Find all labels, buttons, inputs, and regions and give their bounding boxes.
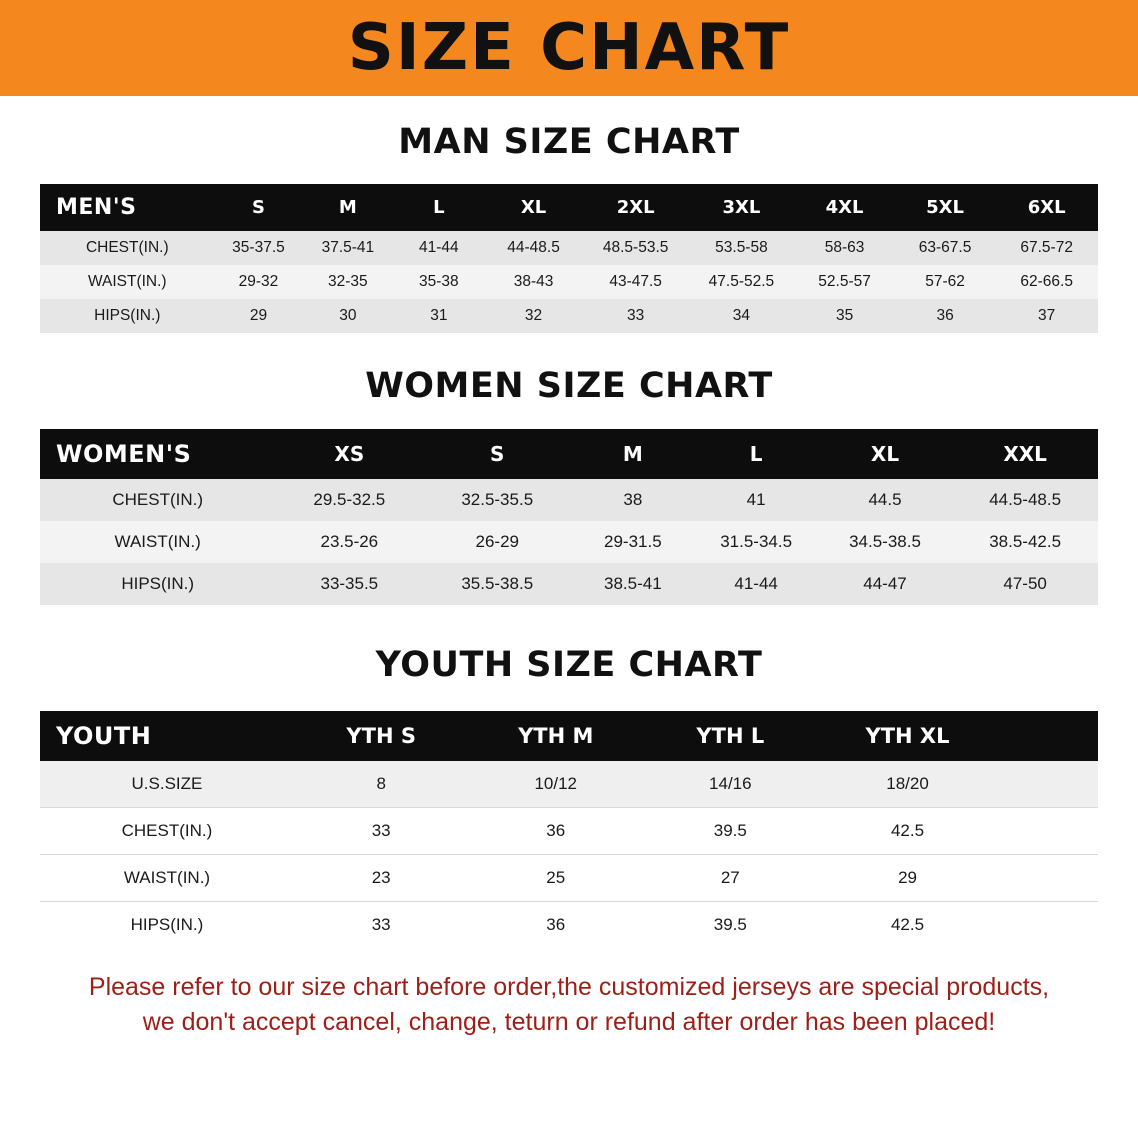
table-row <box>40 299 1098 333</box>
table-cell: 37.5-41 <box>321 239 375 256</box>
row-label: CHEST(IN.) <box>85 239 169 256</box>
table-cell: 38.5-42.5 <box>989 532 1062 551</box>
page-title: SIZE CHART <box>347 11 791 85</box>
table-cell: 33 <box>294 808 469 855</box>
table-cell: 35.5-38.5 <box>461 574 534 593</box>
row-label: WAIST(IN.) <box>87 273 167 290</box>
table-cell: 52.5-57 <box>818 273 871 290</box>
table-cell: 44.5-48.5 <box>989 490 1062 509</box>
disclaimer-line-1: Please refer to our size chart before order,the customized jerseys are special products, <box>88 973 1050 1001</box>
column-header: 6XL <box>995 184 1098 231</box>
column-header: XL <box>818 429 952 479</box>
table-cell: 43-47.5 <box>609 273 662 290</box>
column-header: XXL <box>952 429 1098 479</box>
table-cell-spacer <box>997 855 1098 902</box>
table-cell: 41 <box>746 490 766 509</box>
column-header: M <box>571 429 694 479</box>
youth-size-table <box>40 711 1098 948</box>
table-cell: 42.5 <box>890 915 925 934</box>
table-cell: 35-37.5 <box>232 239 285 256</box>
table-cell: 29.5-32.5 <box>313 490 386 509</box>
table-cell: 26-29 <box>475 532 519 551</box>
table-cell: 39.5 <box>713 915 747 934</box>
table-cell: 48.5-53.5 <box>602 239 669 256</box>
table-cell: 14/16 <box>643 761 818 808</box>
table-cell: 38-43 <box>513 273 554 290</box>
table-cell: 23 <box>294 855 469 902</box>
table-cell: 32-35 <box>328 273 368 290</box>
column-header: 3XL <box>689 184 795 231</box>
table-cell: 41-44 <box>419 239 459 256</box>
column-header: 2XL <box>583 184 689 231</box>
table-row <box>40 521 1098 563</box>
column-header: MEN'S <box>40 184 215 231</box>
table-cell: 29 <box>818 855 998 902</box>
row-label: U.S.SIZE <box>40 761 294 808</box>
women-section-title: WOMEN SIZE CHART <box>365 366 773 406</box>
table-row <box>40 479 1098 521</box>
table-cell: 27 <box>643 855 818 902</box>
table-cell-spacer <box>997 808 1098 855</box>
table-cell: 31 <box>430 307 448 324</box>
table-header-row <box>40 429 1098 479</box>
table-cell: 58-63 <box>824 239 865 256</box>
table-cell: 37 <box>1038 307 1056 324</box>
row-label: CHEST(IN.) <box>112 490 204 509</box>
table-cell: 30 <box>339 307 357 324</box>
table-cell: 18/20 <box>818 761 998 808</box>
row-label: WAIST(IN.) <box>114 532 201 551</box>
column-header: L <box>694 429 817 479</box>
table-cell: 31.5-34.5 <box>720 532 793 551</box>
table-cell: 35 <box>835 307 854 324</box>
table-cell: 41-44 <box>734 574 778 593</box>
table-cell: 44-48.5 <box>507 239 560 256</box>
table-cell: 44-47 <box>863 574 907 593</box>
table-cell: 29-32 <box>238 273 279 290</box>
column-header: 4XL <box>794 184 895 231</box>
table-row <box>40 902 1098 949</box>
table-cell: 57-62 <box>925 273 965 290</box>
table-row <box>40 761 1098 808</box>
column-header-spacer <box>997 711 1098 761</box>
column-header: XS <box>275 429 423 479</box>
table-header-row <box>40 711 1098 761</box>
youth-section-title: YOUTH SIZE CHART <box>375 645 763 685</box>
row-label: HIPS(IN.) <box>130 915 204 934</box>
table-row <box>40 563 1098 605</box>
row-label: CHEST(IN.) <box>40 808 294 855</box>
table-row <box>40 855 1098 902</box>
table-row <box>40 231 1098 265</box>
table-cell: 38 <box>623 490 643 509</box>
table-cell: 62-66.5 <box>1020 273 1073 290</box>
row-label: HIPS(IN.) <box>121 574 195 593</box>
table-cell: 29-31.5 <box>604 532 662 551</box>
table-cell: 10/12 <box>468 761 643 808</box>
women-size-table <box>40 429 1098 605</box>
column-header: YTH S <box>294 711 469 761</box>
column-header: YTH XL <box>818 711 998 761</box>
table-cell-spacer <box>997 761 1098 808</box>
table-row <box>40 265 1098 299</box>
table-cell: 23.5-26 <box>320 532 379 551</box>
women-size-table-wrap <box>40 429 1098 605</box>
table-cell: 53.5-58 <box>715 239 768 256</box>
column-header: YTH L <box>643 711 818 761</box>
table-cell: 36 <box>546 915 566 934</box>
table-cell: 34 <box>732 307 751 324</box>
disclaimer-note <box>36 970 1102 1039</box>
column-header: M <box>302 184 393 231</box>
column-header: YOUTH <box>40 711 294 761</box>
column-header: S <box>215 184 303 231</box>
table-cell: 8 <box>294 761 469 808</box>
table-cell: 47-50 <box>1003 574 1047 593</box>
row-label: WAIST(IN.) <box>40 855 294 902</box>
youth-size-table-wrap <box>40 711 1098 948</box>
man-section-title: MAN SIZE CHART <box>398 122 740 162</box>
table-cell: 36 <box>468 808 643 855</box>
column-header: 5XL <box>895 184 996 231</box>
table-cell: 33 <box>371 915 391 934</box>
table-cell: 25 <box>468 855 643 902</box>
table-cell: 63-67.5 <box>918 239 972 256</box>
table-cell: 33-35.5 <box>320 574 379 593</box>
table-cell: 32 <box>524 307 543 324</box>
table-cell: 38.5-41 <box>604 574 662 593</box>
table-header-row <box>40 184 1098 231</box>
table-cell: 67.5-72 <box>1020 239 1073 256</box>
table-cell: 29 <box>249 307 268 324</box>
table-cell: 44.5 <box>868 490 902 509</box>
table-cell: 32.5-35.5 <box>461 490 534 509</box>
table-cell: 39.5 <box>643 808 818 855</box>
table-cell: 42.5 <box>818 808 998 855</box>
table-cell: 34.5-38.5 <box>849 532 921 551</box>
disclaimer-line-2: we don't accept cancel, change, teturn or refund after order has been placed! <box>142 1007 996 1036</box>
table-cell: 47.5-52.5 <box>708 273 775 290</box>
table-cell: 35-38 <box>419 273 459 290</box>
man-size-table <box>40 184 1098 333</box>
man-size-table-wrap <box>40 184 1098 333</box>
row-label: HIPS(IN.) <box>94 307 161 324</box>
table-cell: 33 <box>627 307 645 324</box>
header-banner <box>0 0 1138 96</box>
column-header: S <box>423 429 571 479</box>
table-cell: 36 <box>936 307 954 324</box>
column-header: XL <box>484 184 582 231</box>
column-header: YTH M <box>468 711 643 761</box>
column-header: WOMEN'S <box>40 429 275 479</box>
table-cell-spacer <box>997 902 1098 949</box>
table-row <box>40 808 1098 855</box>
column-header: L <box>393 184 484 231</box>
